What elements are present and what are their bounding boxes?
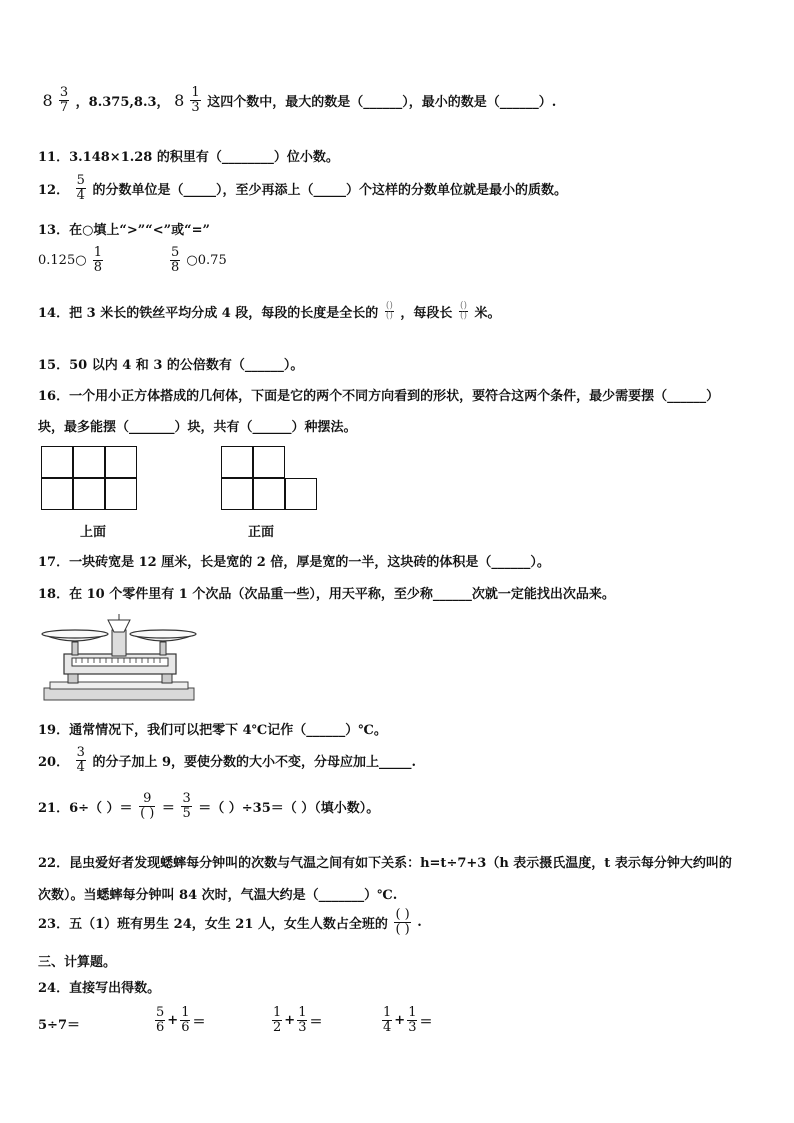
square — [73, 446, 105, 478]
question-19: 19．通常情况下，我们可以把零下 4℃记作（______）℃。 — [38, 723, 387, 738]
square — [105, 478, 137, 510]
question-20: 20． $\frac{3}{4}$ 的分子加上 9，要使分数的大小不变，分母应加上_____. — [38, 745, 417, 775]
q13-compare-b: $\frac{5}{8}$ ○0.75 — [171, 245, 227, 275]
blank-fraction: $\frac{()}{()}$ — [385, 301, 393, 321]
square — [221, 478, 253, 510]
square — [105, 446, 137, 478]
question-22-line2: 次数）。当蟋蟀每分钟叫 84 次时，气温大约是（_______）℃. — [38, 888, 398, 903]
q10-tail: 这四个数中，最大的数是（______），最小的数是（______）. — [207, 95, 557, 110]
question-17: 17．一块砖宽是 12 厘米，长是宽的 2 倍，厚是宽的一半，这块砖的体积是（______）。 — [38, 555, 550, 570]
question-15: 15．50 以内 4 和 3 的公倍数有（______）。 — [38, 358, 304, 373]
balance-scale-icon — [38, 614, 200, 704]
section-heading: 三、计算题。 — [38, 955, 117, 970]
question-14: 14．把 3 米长的铁丝平均分成 4 段，每段的长度是全长的 $\frac{()}{()}$ ，每段长 $\frac{()}{()}$ 米。 — [38, 301, 501, 321]
blank-fraction: $\frac{()}{()}$ — [459, 301, 467, 321]
question-18: 18．在 10 个零件里有 1 个次品（次品重一些），用天平称，至少称______次就一定能找出次品来。 — [38, 587, 615, 602]
q13-compare-a: 0.125○ $\frac{1}{8}$ — [38, 245, 102, 275]
question-23: 23．五（1）班有男生 24，女生 21 人，女生人数占全班的 $\frac{( )}{( )}$ . — [38, 907, 422, 937]
expr-4: $\frac{1}{4}$ + $\frac{1}{3}$ ＝ — [383, 1005, 433, 1035]
mixed-number-2: 8 $\frac{1}{3}$ — [174, 85, 200, 115]
question-13: 13．在○填上“>”“<”或“=” — [38, 223, 210, 238]
q10-mid: ，8.375,8.3， — [75, 95, 170, 110]
square — [221, 446, 253, 478]
square — [41, 446, 73, 478]
square — [285, 478, 317, 510]
expr-2: $\frac{5}{6}$ + $\frac{1}{6}$ ＝ — [156, 1005, 206, 1035]
fraction-5-4: $\frac{5}{4}$ — [76, 173, 85, 203]
question-16-line1: 16．一个用小正方体搭成的几何体，下面是它的两个不同方向看到的形状，要符合这两个条件，最少需要摆（______） — [38, 389, 720, 404]
square — [41, 478, 73, 510]
square — [73, 478, 105, 510]
question-21: 21．6÷（ ）＝ $\frac{9}{( )}$ ＝ $\frac{3}{5}$ ＝（ ）÷35＝（ ）（填小数）。 — [38, 791, 380, 821]
square — [253, 478, 285, 510]
question-24: 24．直接写出得数。 — [38, 981, 161, 996]
question-12: 12． $\frac{5}{4}$ 的分数单位是（_____），至少再添上（_____）个这样的分数单位就是最小的质数。 — [38, 173, 567, 203]
front-view-caption: 正面 — [248, 525, 275, 540]
expr-3: $\frac{1}{2}$ + $\frac{1}{3}$ ＝ — [273, 1005, 323, 1035]
expr-1: 5÷7＝ — [38, 1018, 80, 1033]
question-22-line1: 22．昆虫爱好者发现蟋蟀每分钟叫的次数与气温之间有如下关系：h=t÷7+3（h 表示摄氏温度，t 表示每分钟大约叫的 — [38, 856, 732, 871]
top-view-caption: 上面 — [80, 525, 107, 540]
question-10-line — [38, 86, 556, 115]
square — [253, 446, 285, 478]
question-11: 11．3.148×1.28 的积里有（________）位小数。 — [38, 150, 339, 165]
mixed-number-1: 8 $\frac{3}{7}$ — [42, 85, 69, 115]
question-16-line2: 块，最多能摆（_______）块，共有（______）种摆法。 — [38, 420, 357, 435]
